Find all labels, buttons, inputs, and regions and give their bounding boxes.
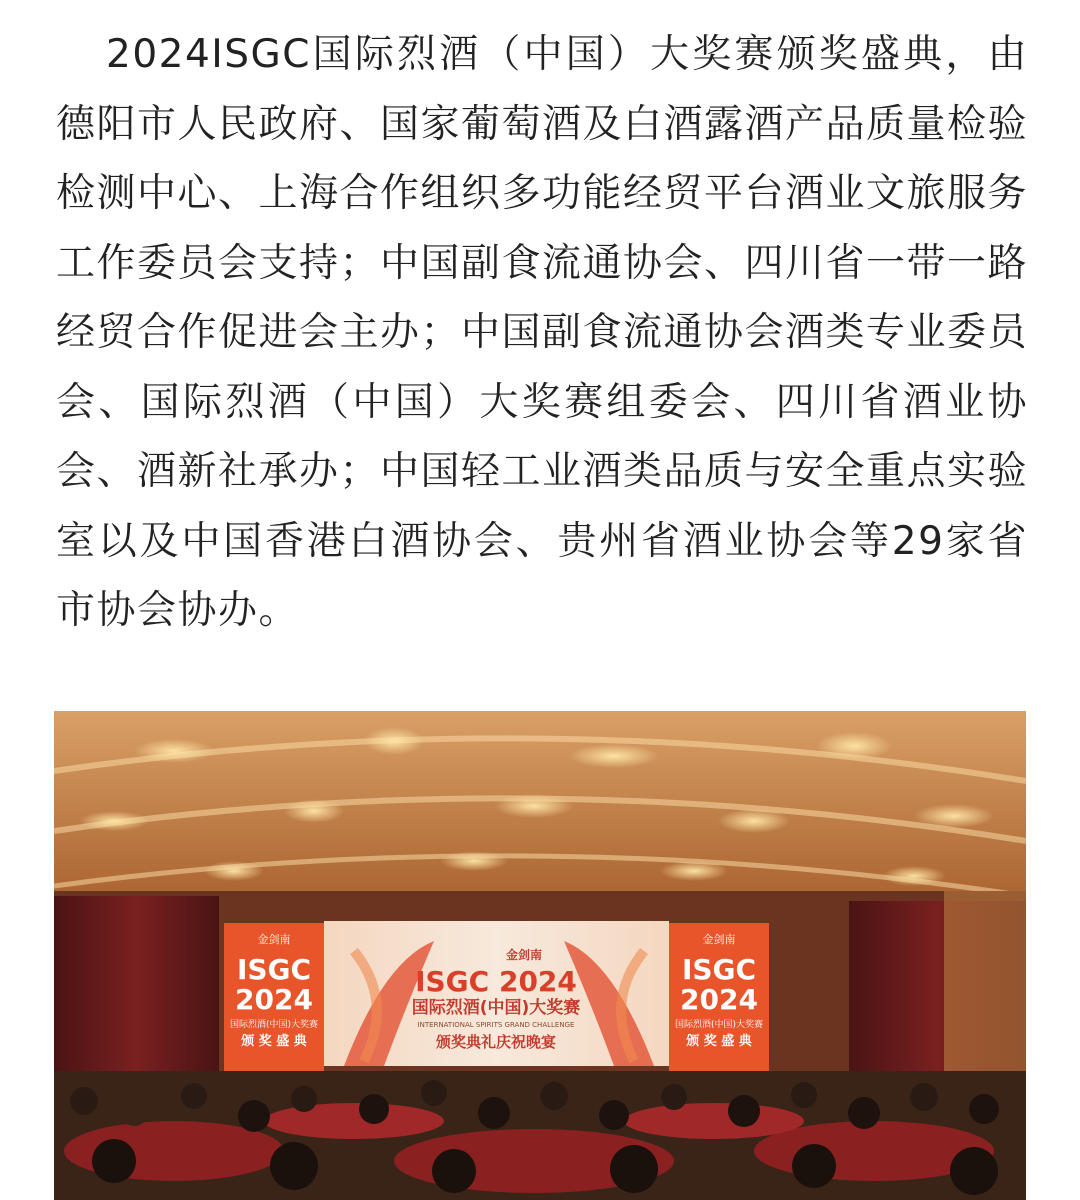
curtain-left	[54, 896, 219, 1096]
center-screen-title: ISGC 2024	[415, 965, 577, 998]
side-panel-right	[944, 891, 1026, 1091]
center-screen-brand: 金剑南	[505, 948, 543, 962]
right-banner-line2: 2024	[680, 983, 758, 1016]
left-banner	[224, 923, 324, 1073]
center-screen-english: INTERNATIONAL SPIRITS GRAND CHALLENGE	[417, 1021, 575, 1029]
right-banner	[669, 923, 769, 1073]
right-banner-brand: 金剑南	[702, 933, 736, 946]
right-banner-line1: ISGC	[681, 953, 757, 986]
left-banner-brand: 金剑南	[257, 933, 291, 946]
center-screen-subtitle: 国际烈酒(中国)大奖赛	[411, 998, 581, 1018]
left-banner-line1: ISGC	[236, 953, 312, 986]
left-banner-caption: 颁 奖 盛 典	[241, 1034, 307, 1049]
left-banner-subtitle: 国际烈酒(中国)大奖赛	[229, 1020, 319, 1030]
banquet-photo	[54, 711, 1026, 1200]
article-paragraph: 2024ISGC国际烈酒（中国）大奖赛颁奖盛典，由德阳市人民政府、国家葡萄酒及白酒露酒产品质量检验检测中心、上海合作组织多功能经贸平台酒业文旅服务工作委员会支持；中国副食流通协会、四川省一带一路经贸合作促进会主办；中国副食流通协会酒类专业委员会、国际烈酒（中国）大奖赛组委会、四川省酒业协会、酒新社承办；中国轻工业酒类品质与安全重点实验室以及中国香港白酒协会、贵州省酒业协会等29家省市协会协办。	[56, 32, 1029, 633]
left-banner-line2: 2024	[235, 983, 313, 1016]
right-banner-caption: 颁 奖 盛 典	[686, 1034, 752, 1049]
center-screen-caption: 颁奖典礼庆祝晚宴	[435, 1033, 557, 1051]
right-banner-subtitle: 国际烈酒(中国)大奖赛	[674, 1020, 764, 1030]
center-screen	[324, 921, 669, 1066]
